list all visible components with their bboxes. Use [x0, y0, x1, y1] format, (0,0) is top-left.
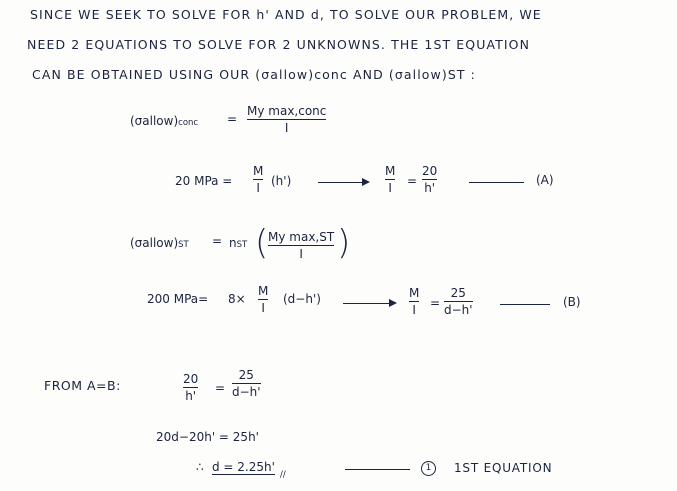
sigma-conc-lhs: (σallow)conc	[130, 114, 199, 128]
eq-a-rhs-fraction: 20 h'	[422, 164, 438, 196]
result-leader-line	[345, 469, 410, 470]
eq-a-fraction: M I	[253, 164, 264, 196]
sigma-conc-equals: =	[227, 112, 238, 126]
eq-a-factor: (h')	[271, 174, 292, 188]
eq-a-equals: =	[407, 174, 418, 188]
result-tick-marks: //	[280, 470, 286, 480]
eq-b-result-fraction: M I	[409, 286, 420, 318]
from-label: FROM A=B:	[44, 378, 121, 393]
therefore-symbol: ∴	[196, 460, 204, 474]
circled-number: 1	[421, 461, 436, 476]
sigma-st-lhs: (σallow)ST	[130, 236, 189, 250]
sigma-st-n: nST	[229, 236, 248, 250]
intro-line-3: CAN BE OBTAINED USING OUR (σallow)conc AND (σallow)ST :	[32, 67, 476, 82]
result-expression: d = 2.25h'	[212, 460, 275, 474]
eq-b-leader-line	[500, 304, 550, 305]
sigma-conc-fraction: My max,conc I	[247, 104, 327, 136]
eq-a-leader-line	[469, 182, 524, 183]
right-paren: )	[337, 223, 351, 263]
from-right-fraction: 25 d−h'	[232, 368, 261, 400]
algebra-step: 20d−20h' = 25h'	[156, 430, 259, 444]
eq-b-tag: (B)	[563, 295, 581, 309]
intro-line-1: SINCE WE SEEK TO SOLVE FOR h' AND d, TO SOLVE OUR PROBLEM, WE	[30, 7, 542, 22]
arrow-right-icon	[318, 182, 368, 183]
arrow-right-icon	[343, 303, 395, 304]
eq-a-tag: (A)	[536, 173, 554, 187]
eq-a-lhs: 20 MPa =	[175, 174, 233, 188]
eq-b-fraction: M I	[258, 284, 269, 316]
sigma-st-fraction: My max,ST I	[268, 230, 335, 262]
from-equals: =	[215, 381, 226, 395]
eq-b-lhs: 200 MPa=	[147, 292, 209, 306]
eq-b-factor: (d−h')	[283, 292, 321, 306]
eq-b-equals: =	[430, 296, 441, 310]
eq-a-result-fraction: M I	[385, 164, 396, 196]
result-label: 1ST EQUATION	[454, 461, 553, 475]
intro-line-2: NEED 2 EQUATIONS TO SOLVE FOR 2 UNKNOWNS. THE 1ST EQUATION	[27, 37, 531, 52]
from-left-fraction: 20 h'	[183, 372, 199, 404]
eq-b-coefficient: 8×	[228, 292, 246, 306]
eq-b-rhs-fraction: 25 d−h'	[444, 286, 473, 318]
left-paren: (	[255, 223, 269, 263]
sigma-st-equals: =	[212, 234, 223, 248]
